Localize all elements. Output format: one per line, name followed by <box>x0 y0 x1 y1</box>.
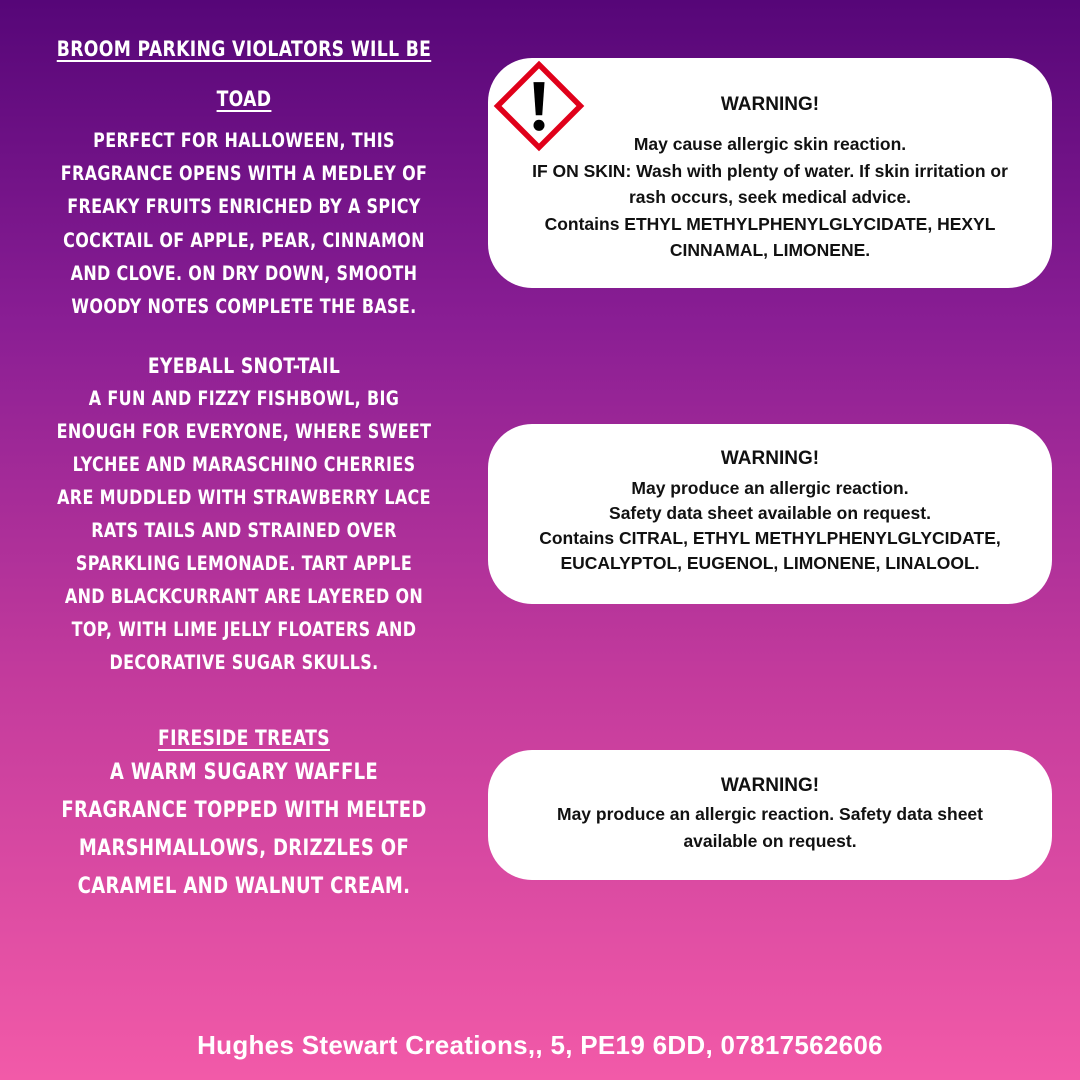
warning-card <box>488 424 1052 604</box>
product-title: EYEBALL SNOT-TAIL <box>147 354 341 378</box>
product-description: PERFECT FOR HALLOWEEN, THIS FRAGRANCE OPENS WITH A MEDLEY OF FREAKY FRUITS ENRICHED BY A SPICY COCKTAIL OF APPLE, PEAR, CINNAMON AND CLOVE. ON DRY DOWN, SMOOTH WOODY NOTES COMPLETE THE BASE. <box>60 129 428 319</box>
product-section-broom-parking <box>55 37 432 323</box>
ghs-exclamation-mark-icon <box>493 60 585 152</box>
product-section-fireside-treats <box>55 722 432 906</box>
product-description: A WARM SUGARY WAFFLE FRAGRANCE TOPPED WITH MELTED MARSHMALLOWS, DRIZZLES OF CARAMEL AND WALNUT CREAM. <box>61 760 427 899</box>
footer-contact: Hughes Stewart Creations,, 5, PE19 6DD, 07817562606 <box>197 1030 883 1060</box>
warning-text <box>488 476 1052 576</box>
warning-line: May produce an allergic reaction. Safety data sheet available on request. <box>557 804 983 851</box>
warning-heading: WARNING! <box>720 94 820 115</box>
warning-text <box>488 801 1052 854</box>
warning-heading: WARNING! <box>720 775 820 796</box>
warning-line: May cause allergic skin reaction. <box>633 134 907 154</box>
warning-card <box>488 750 1052 880</box>
warning-line: Safety data sheet available on request. <box>609 503 931 523</box>
warning-line: May produce an allergic reaction. <box>631 478 909 498</box>
product-section-eyeball-snot-tail <box>55 350 432 679</box>
warning-heading: WARNING! <box>720 448 820 469</box>
product-title: FIRESIDE TREATS <box>158 726 330 750</box>
product-title: BROOM PARKING VIOLATORS WILL BE TOAD <box>56 37 432 111</box>
warning-card <box>488 58 1052 288</box>
warning-line: Contains ETHYL METHYLPHENYLGLYCIDATE, HEXYL CINNAMAL, LIMONENE. <box>544 213 996 260</box>
warning-line: Contains CITRAL, ETHYL METHYLPHENYLGLYCIDATE, EUCALYPTOL, EUGENOL, LIMONENE, LINALOOL. <box>539 528 1001 573</box>
product-description: A FUN AND FIZZY FISHBOWL, BIG ENOUGH FOR EVERYONE, WHERE SWEET LYCHEE AND MARASCHINO CHERRIES ARE MUDDLED WITH STRAWBERRY LACE RATS TAILS AND STRAINED OVER SPARKLING LEMONADE. TART APPLE AND BLACKCURRANT ARE LAYERED ON TOP, WITH LIME JELLY FLOATERS AND DECORATIVE SUGAR SKULLS. <box>56 387 432 674</box>
warning-line: IF ON SKIN: Wash with plenty of water. If skin irritation or rash occurs, seek medical advice. <box>532 160 1008 207</box>
